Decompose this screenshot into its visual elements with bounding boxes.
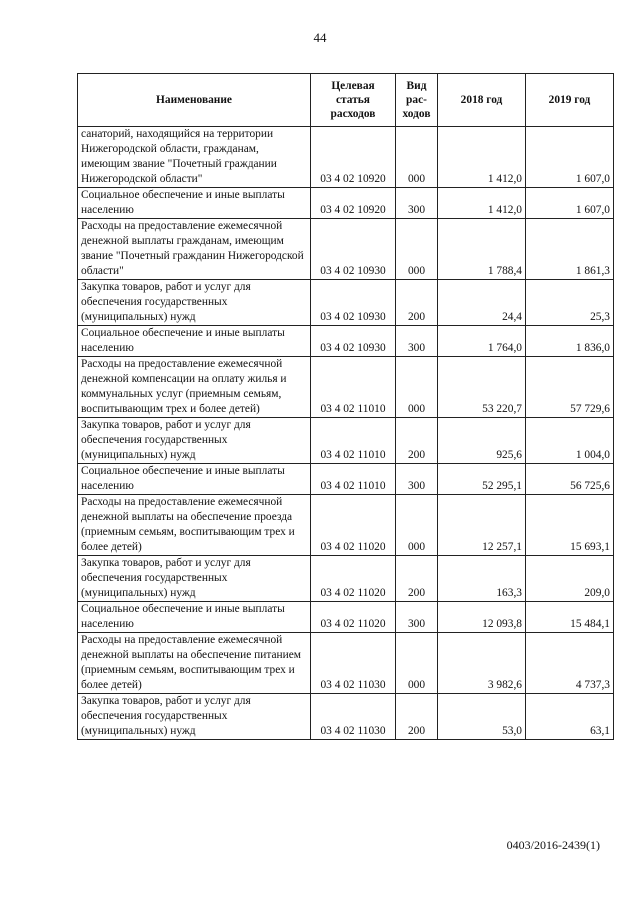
row-target-article: 03 4 02 10930 bbox=[311, 219, 396, 280]
table-row bbox=[78, 556, 614, 602]
row-value-2018: 24,4 bbox=[438, 280, 526, 326]
row-expense-type: 300 bbox=[396, 602, 438, 633]
table-body bbox=[78, 127, 614, 740]
row-value-2018: 12 093,8 bbox=[438, 602, 526, 633]
row-value-2018: 1 412,0 bbox=[438, 188, 526, 219]
row-target-article: 03 4 02 11030 bbox=[311, 694, 396, 740]
row-value-2018: 163,3 bbox=[438, 556, 526, 602]
table-row bbox=[78, 633, 614, 694]
row-name: Расходы на предоставление ежемесячной денежной выплаты гражданам, имеющим звание "Почетный гражданин Нижегородской области" bbox=[78, 219, 311, 280]
row-value-2018: 925,6 bbox=[438, 418, 526, 464]
row-value-2018: 52 295,1 bbox=[438, 464, 526, 495]
row-expense-type: 300 bbox=[396, 188, 438, 219]
row-name: Социальное обеспечение и иные выплаты населению bbox=[78, 188, 311, 219]
row-expense-type: 000 bbox=[396, 495, 438, 556]
row-value-2018: 1 788,4 bbox=[438, 219, 526, 280]
header-row bbox=[78, 74, 614, 127]
row-target-article: 03 4 02 11010 bbox=[311, 357, 396, 418]
row-expense-type: 000 bbox=[396, 127, 438, 188]
row-value-2019: 1 607,0 bbox=[526, 188, 614, 219]
row-expense-type: 200 bbox=[396, 418, 438, 464]
header-name: Наименование bbox=[78, 74, 311, 127]
row-value-2019: 1 836,0 bbox=[526, 326, 614, 357]
row-target-article: 03 4 02 10920 bbox=[311, 188, 396, 219]
row-value-2019: 1 861,3 bbox=[526, 219, 614, 280]
row-value-2019: 15 693,1 bbox=[526, 495, 614, 556]
row-name: Социальное обеспечение и иные выплаты населению bbox=[78, 602, 311, 633]
table-row bbox=[78, 219, 614, 280]
table-row bbox=[78, 464, 614, 495]
table-row bbox=[78, 280, 614, 326]
table-header bbox=[78, 74, 614, 127]
row-name: Социальное обеспечение и иные выплаты населению bbox=[78, 464, 311, 495]
row-value-2018: 12 257,1 bbox=[438, 495, 526, 556]
row-expense-type: 300 bbox=[396, 464, 438, 495]
row-name: Закупка товаров, работ и услуг для обеспечения государственных (муниципальных) нужд bbox=[78, 280, 311, 326]
row-target-article: 03 4 02 10930 bbox=[311, 326, 396, 357]
header-year-2019: 2019 год bbox=[526, 74, 614, 127]
row-value-2019: 4 737,3 bbox=[526, 633, 614, 694]
row-name: Расходы на предоставление ежемесячной денежной выплаты на обеспечение питанием (приемным семьям, воспитывающим трех и более детей) bbox=[78, 633, 311, 694]
table-row bbox=[78, 357, 614, 418]
row-value-2019: 15 484,1 bbox=[526, 602, 614, 633]
row-value-2019: 1 004,0 bbox=[526, 418, 614, 464]
row-expense-type: 300 bbox=[396, 326, 438, 357]
row-value-2018: 53,0 bbox=[438, 694, 526, 740]
row-target-article: 03 4 02 11020 bbox=[311, 495, 396, 556]
table-row bbox=[78, 495, 614, 556]
row-name: Закупка товаров, работ и услуг для обеспечения государственных (муниципальных) нужд bbox=[78, 694, 311, 740]
table-row bbox=[78, 418, 614, 464]
row-value-2019: 1 607,0 bbox=[526, 127, 614, 188]
row-name: Закупка товаров, работ и услуг для обеспечения государственных (муниципальных) нужд bbox=[78, 418, 311, 464]
row-target-article: 03 4 02 11030 bbox=[311, 633, 396, 694]
row-value-2018: 53 220,7 bbox=[438, 357, 526, 418]
header-expense-type: Вид рас-ходов bbox=[396, 74, 438, 127]
row-target-article: 03 4 02 11020 bbox=[311, 602, 396, 633]
header-year-2018: 2018 год bbox=[438, 74, 526, 127]
table-row bbox=[78, 602, 614, 633]
row-target-article: 03 4 02 10930 bbox=[311, 280, 396, 326]
row-value-2019: 56 725,6 bbox=[526, 464, 614, 495]
row-value-2018: 3 982,6 bbox=[438, 633, 526, 694]
row-target-article: 03 4 02 11010 bbox=[311, 464, 396, 495]
page-number: 44 bbox=[313, 30, 327, 45]
row-target-article: 03 4 02 10920 bbox=[311, 127, 396, 188]
row-value-2019: 63,1 bbox=[526, 694, 614, 740]
row-target-article: 03 4 02 11020 bbox=[311, 556, 396, 602]
row-name: Закупка товаров, работ и услуг для обеспечения государственных (муниципальных) нужд bbox=[78, 556, 311, 602]
row-expense-type: 200 bbox=[396, 280, 438, 326]
row-expense-type: 200 bbox=[396, 556, 438, 602]
row-expense-type: 000 bbox=[396, 219, 438, 280]
row-expense-type: 000 bbox=[396, 633, 438, 694]
table-row bbox=[78, 326, 614, 357]
table-row bbox=[78, 188, 614, 219]
row-name: санаторий, находящийся на территории Нижегородской области, гражданам, имеющим звание "Почетный граждании Нижегородской области" bbox=[78, 127, 311, 188]
row-value-2019: 57 729,6 bbox=[526, 357, 614, 418]
document-code: 0403/2016-2439(1) bbox=[506, 838, 600, 852]
row-value-2019: 209,0 bbox=[526, 556, 614, 602]
budget-table bbox=[77, 73, 614, 740]
row-name: Расходы на предоставление ежемесячной денежной компенсации на оплату жилья и коммунальных услуг (приемным семьям, воспитывающим трех и более детей) bbox=[78, 357, 311, 418]
row-value-2019: 25,3 bbox=[526, 280, 614, 326]
row-value-2018: 1 764,0 bbox=[438, 326, 526, 357]
row-name: Расходы на предоставление ежемесячной денежной выплаты на обеспечение проезда (приемным семьям, воспитывающим трех и более детей) bbox=[78, 495, 311, 556]
row-expense-type: 200 bbox=[396, 694, 438, 740]
row-expense-type: 000 bbox=[396, 357, 438, 418]
row-name: Социальное обеспечение и иные выплаты населению bbox=[78, 326, 311, 357]
row-target-article: 03 4 02 11010 bbox=[311, 418, 396, 464]
row-value-2018: 1 412,0 bbox=[438, 127, 526, 188]
table-row bbox=[78, 694, 614, 740]
header-target-article: Целевая статья расходов bbox=[311, 74, 396, 127]
table-row bbox=[78, 127, 614, 188]
